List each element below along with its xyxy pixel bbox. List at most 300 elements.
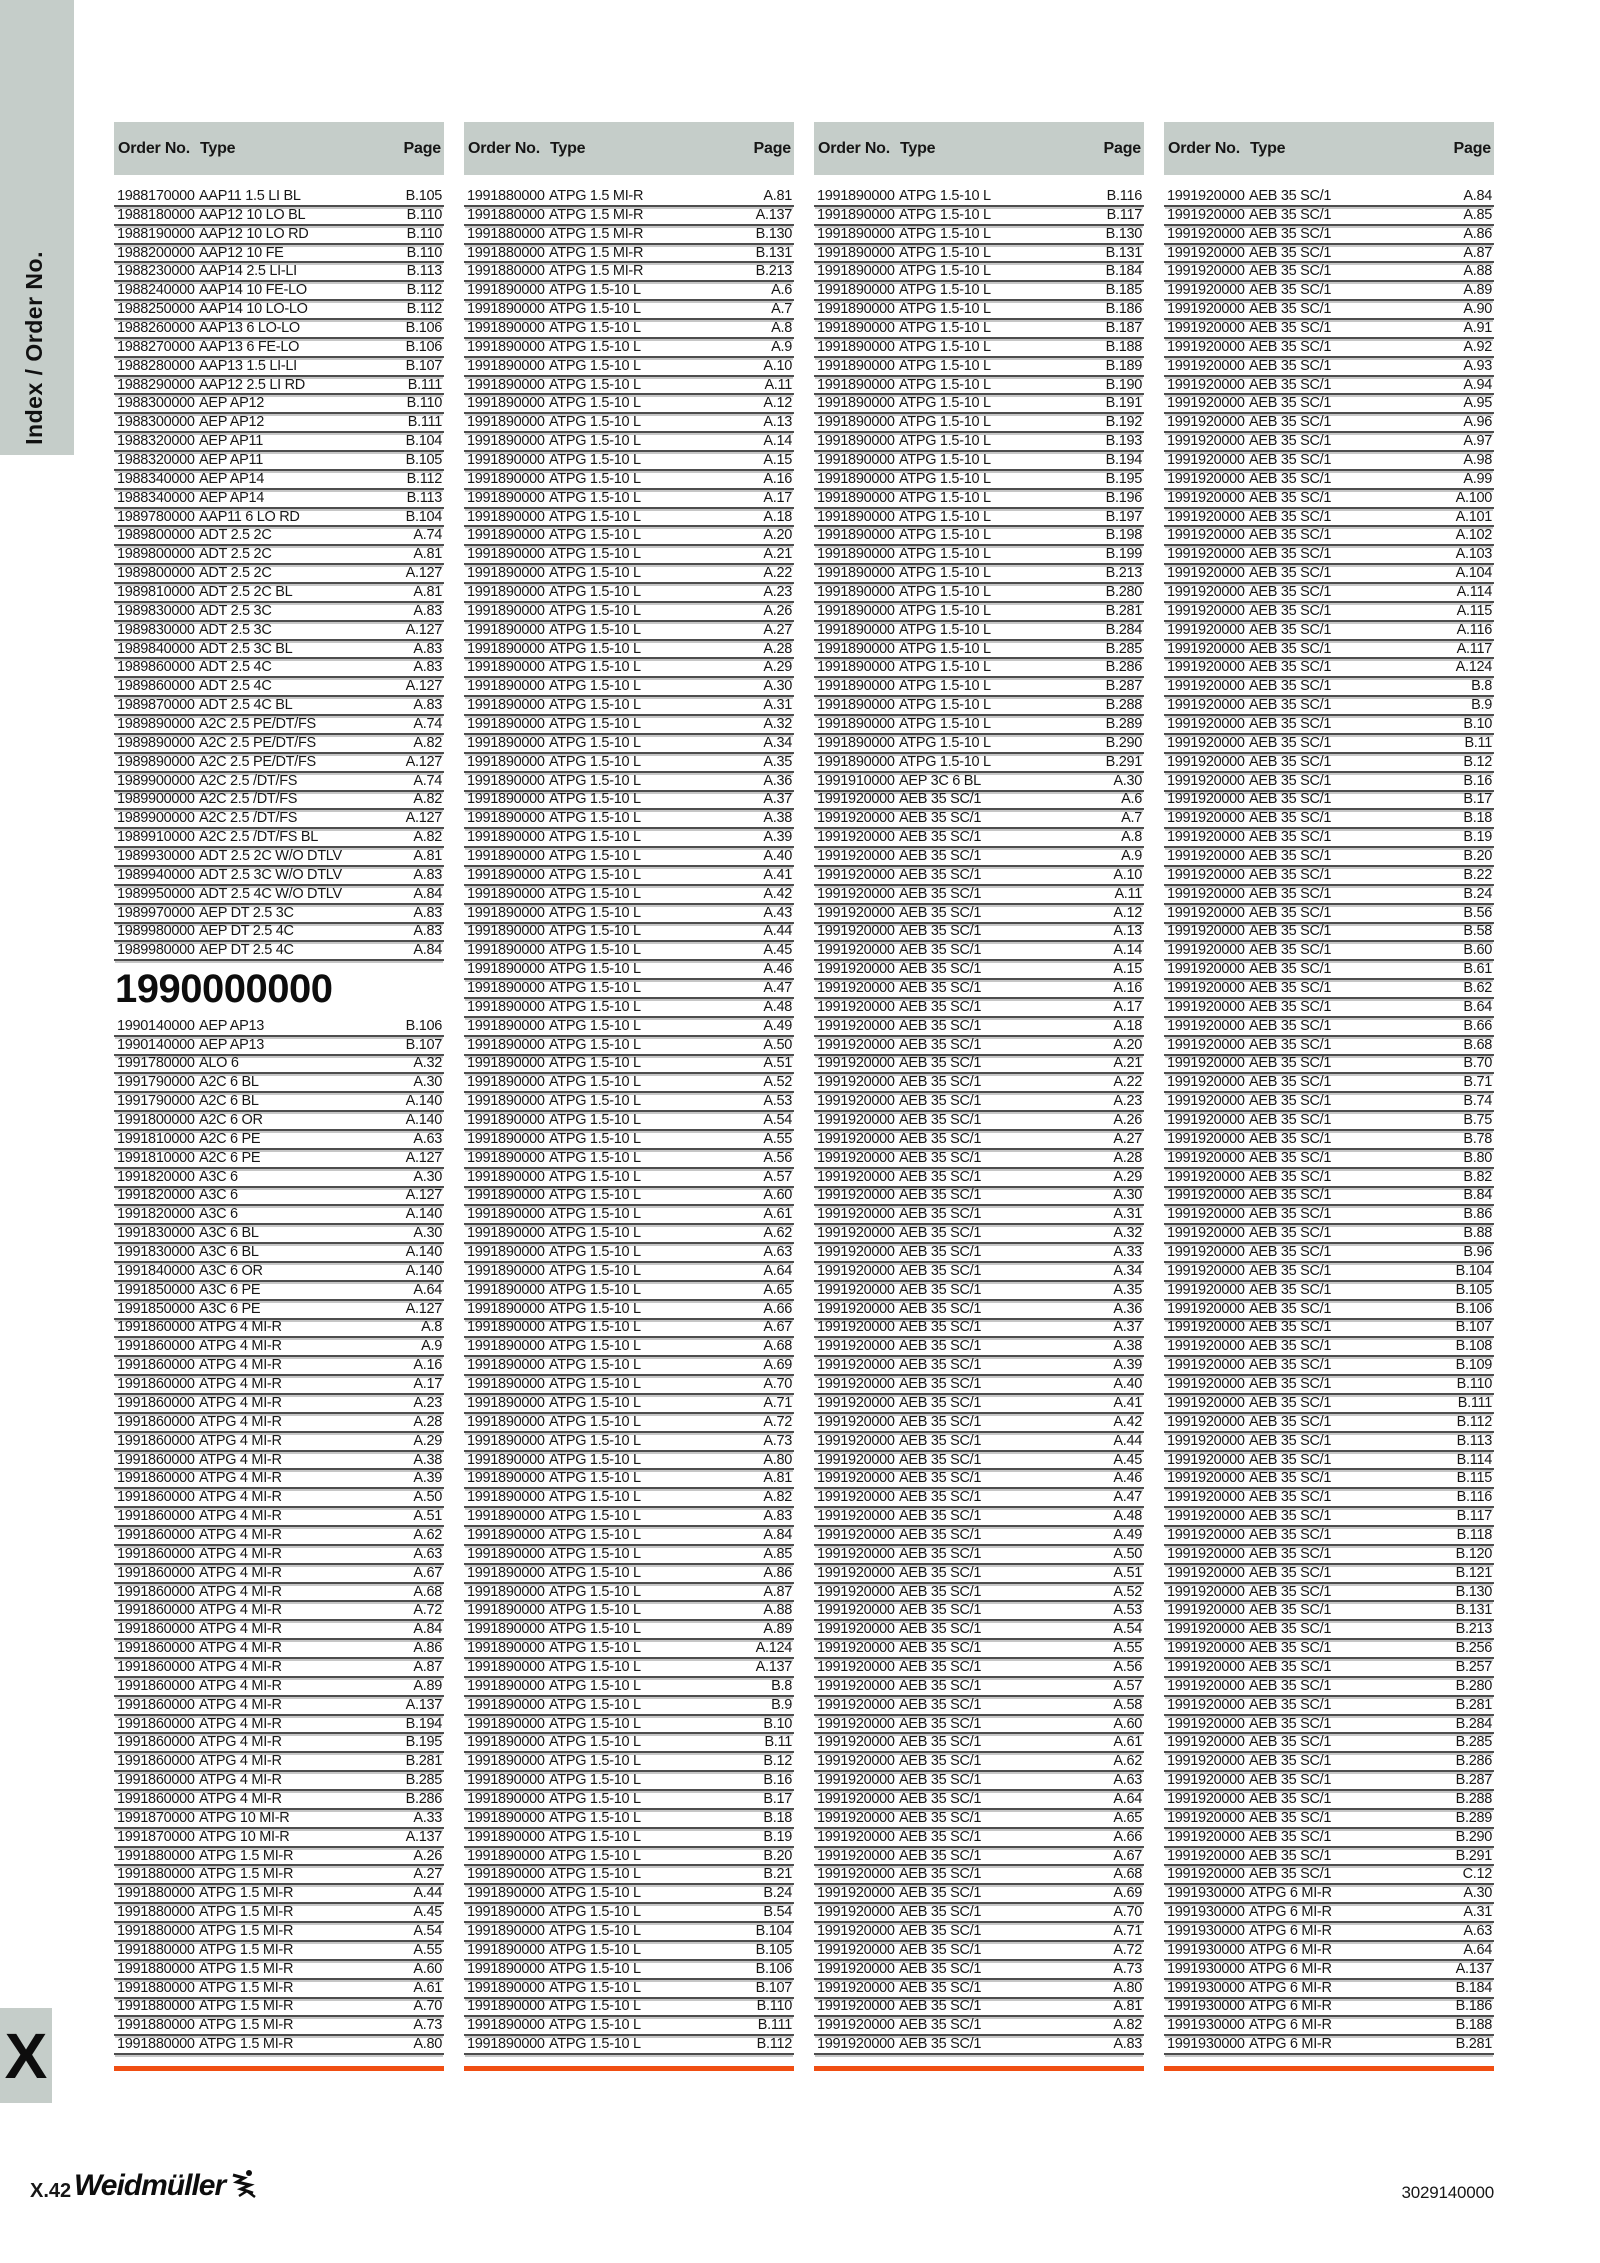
row-order-no: 1991920000 bbox=[1167, 301, 1245, 318]
index-row bbox=[1164, 2036, 1494, 2055]
row-order-no: 1991860000 bbox=[117, 1526, 195, 1543]
row-order-no: 1991890000 bbox=[467, 1093, 545, 1110]
row-order-no: 1991920000 bbox=[817, 998, 895, 1015]
row-type: AEB 35 SC/1 bbox=[1249, 206, 1332, 223]
index-row bbox=[814, 584, 1144, 603]
index-row bbox=[1164, 1206, 1494, 1225]
row-order-no: 1991920000 bbox=[1167, 1338, 1245, 1355]
page-number: X.42 bbox=[30, 2180, 72, 2202]
row-page-ref: B.113 bbox=[1456, 1432, 1492, 1449]
index-row bbox=[1164, 1961, 1494, 1980]
row-order-no: 1991920000 bbox=[1167, 829, 1245, 846]
row-order-no: 1991890000 bbox=[467, 1658, 545, 1675]
index-row bbox=[1164, 924, 1494, 943]
row-order-no: 1991920000 bbox=[817, 942, 895, 959]
row-order-no: 1991920000 bbox=[1167, 1866, 1245, 1883]
index-row bbox=[1164, 1320, 1494, 1339]
index-row bbox=[1164, 622, 1494, 641]
row-order-no: 1989780000 bbox=[117, 508, 195, 525]
row-page-ref: B.188 bbox=[1455, 2017, 1492, 2034]
row-order-no: 1991920000 bbox=[1167, 1394, 1245, 1411]
row-page-ref: B.286 bbox=[1455, 1753, 1492, 1770]
row-order-no: 1991890000 bbox=[817, 602, 895, 619]
index-row bbox=[464, 282, 794, 301]
row-order-no: 1991890000 bbox=[467, 565, 545, 582]
row-page-ref: B.107 bbox=[405, 357, 442, 374]
row-page-ref: A.16 bbox=[763, 470, 792, 487]
index-row bbox=[114, 395, 444, 414]
index-row bbox=[464, 735, 794, 754]
row-type: AEB 35 SC/1 bbox=[899, 1847, 982, 1864]
row-order-no: 1991790000 bbox=[117, 1093, 195, 1110]
index-row bbox=[814, 1942, 1144, 1961]
index-row bbox=[1164, 999, 1494, 1018]
row-page-ref: B.8 bbox=[771, 1677, 792, 1694]
index-row bbox=[114, 1546, 444, 1565]
index-row bbox=[464, 980, 794, 999]
row-type: AEB 35 SC/1 bbox=[1249, 1225, 1332, 1242]
index-row bbox=[814, 490, 1144, 509]
row-order-no: 1991890000 bbox=[467, 1847, 545, 1864]
row-order-no: 1991880000 bbox=[117, 1998, 195, 2015]
index-row bbox=[464, 1602, 794, 1621]
index-row bbox=[1164, 1584, 1494, 1603]
row-page-ref: A.41 bbox=[763, 866, 792, 883]
row-page-ref: A.45 bbox=[763, 942, 792, 959]
row-order-no: 1991920000 bbox=[817, 1583, 895, 1600]
index-row bbox=[814, 377, 1144, 396]
row-page-ref: B.114 bbox=[1456, 1451, 1492, 1468]
row-page-ref: A.103 bbox=[1455, 546, 1492, 563]
row-page-ref: A.20 bbox=[763, 527, 792, 544]
row-page-ref: B.112 bbox=[756, 2036, 792, 2053]
row-order-no: 1991920000 bbox=[1167, 1357, 1245, 1374]
index-row bbox=[1164, 1678, 1494, 1697]
index-row bbox=[814, 1470, 1144, 1489]
row-page-ref: A.55 bbox=[413, 1941, 442, 1958]
row-page-ref: A.98 bbox=[1463, 451, 1492, 468]
row-order-no: 1991890000 bbox=[467, 1225, 545, 1242]
row-page-ref: A.97 bbox=[1463, 433, 1492, 450]
row-order-no: 1991890000 bbox=[467, 961, 545, 978]
row-order-no: 1991890000 bbox=[467, 772, 545, 789]
row-order-no: 1988300000 bbox=[117, 395, 195, 412]
row-order-no: 1989980000 bbox=[117, 942, 195, 959]
row-type: ATPG 1.5-10 L bbox=[549, 2017, 641, 2034]
row-page-ref: A.83 bbox=[413, 923, 442, 940]
index-row bbox=[114, 1734, 444, 1753]
row-page-ref: B.116 bbox=[1106, 187, 1142, 204]
row-order-no: 1991890000 bbox=[817, 395, 895, 412]
row-type: AEB 35 SC/1 bbox=[899, 904, 982, 921]
index-row bbox=[464, 1414, 794, 1433]
row-type: AEB 35 SC/1 bbox=[899, 961, 982, 978]
row-type: A2C 2.5 /DT/FS bbox=[199, 772, 298, 789]
row-page-ref: B.281 bbox=[1455, 1696, 1492, 1713]
row-page-ref: B.60 bbox=[1463, 942, 1492, 959]
row-type: AEB 35 SC/1 bbox=[899, 1640, 982, 1657]
row-type: ATPG 1.5-10 L bbox=[549, 1376, 641, 1393]
index-row bbox=[464, 1508, 794, 1527]
index-row bbox=[114, 1093, 444, 1112]
index-row bbox=[814, 301, 1144, 320]
row-type: ATPG 4 MI-R bbox=[199, 1489, 282, 1506]
row-order-no: 1991920000 bbox=[817, 810, 895, 827]
row-page-ref: B.20 bbox=[763, 1847, 792, 1864]
row-order-no: 1991890000 bbox=[817, 697, 895, 714]
index-row bbox=[814, 961, 1144, 980]
row-page-ref: A.53 bbox=[763, 1093, 792, 1110]
index-row bbox=[114, 1942, 444, 1961]
row-order-no: 1991920000 bbox=[817, 1809, 895, 1826]
row-page-ref: B.285 bbox=[1105, 640, 1142, 657]
row-type: ATPG 1.5-10 L bbox=[549, 1828, 641, 1845]
row-type: ATPG 4 MI-R bbox=[199, 1677, 282, 1694]
row-order-no: 1991890000 bbox=[467, 1017, 545, 1034]
row-page-ref: B.68 bbox=[1463, 1036, 1492, 1053]
index-row bbox=[464, 886, 794, 905]
row-order-no: 1991860000 bbox=[117, 1545, 195, 1562]
row-type: ATPG 1.5-10 L bbox=[549, 791, 641, 808]
row-type: ATPG 1.5-10 L bbox=[549, 1960, 641, 1977]
row-page-ref: B.21 bbox=[763, 1866, 792, 1883]
row-type: ATPG 1.5-10 L bbox=[899, 376, 991, 393]
index-row bbox=[114, 792, 444, 811]
index-row bbox=[114, 942, 444, 961]
row-page-ref: A.64 bbox=[1113, 1790, 1142, 1807]
index-row bbox=[114, 2036, 444, 2055]
row-order-no: 1991860000 bbox=[117, 1338, 195, 1355]
row-type: ATPG 1.5-10 L bbox=[899, 546, 991, 563]
row-type: ATPG 1.5-10 L bbox=[549, 1621, 641, 1638]
row-type: ATPG 1.5-10 L bbox=[549, 1338, 641, 1355]
row-page-ref: A.127 bbox=[405, 565, 442, 582]
row-type: ATPG 1.5-10 L bbox=[549, 1281, 641, 1298]
row-type: ATPG 1.5-10 L bbox=[549, 1734, 641, 1751]
index-row bbox=[1164, 1508, 1494, 1527]
row-type: ATPG 1.5-10 L bbox=[899, 753, 991, 770]
row-page-ref: B.131 bbox=[755, 244, 792, 261]
row-page-ref: A.87 bbox=[1463, 244, 1492, 261]
row-page-ref: A.38 bbox=[413, 1451, 442, 1468]
row-type: AEB 35 SC/1 bbox=[899, 885, 982, 902]
row-order-no: 1991920000 bbox=[1167, 1281, 1245, 1298]
row-page-ref: A.91 bbox=[1463, 319, 1492, 336]
row-page-ref: A.23 bbox=[413, 1394, 442, 1411]
row-order-no: 1991920000 bbox=[817, 1489, 895, 1506]
row-order-no: 1991890000 bbox=[817, 753, 895, 770]
row-type: AEB 35 SC/1 bbox=[1249, 1470, 1332, 1487]
row-type: ATPG 6 MI-R bbox=[1249, 1960, 1332, 1977]
row-order-no: 1991890000 bbox=[467, 395, 545, 412]
row-page-ref: A.68 bbox=[1113, 1866, 1142, 1883]
row-page-ref: B.113 bbox=[406, 263, 442, 280]
index-row bbox=[464, 622, 794, 641]
row-page-ref: A.27 bbox=[413, 1866, 442, 1883]
row-order-no: 1991860000 bbox=[117, 1602, 195, 1619]
row-order-no: 1991920000 bbox=[1167, 866, 1245, 883]
row-type: ATPG 6 MI-R bbox=[1249, 1998, 1332, 2015]
index-row bbox=[114, 697, 444, 716]
row-type: ATPG 1.5-10 L bbox=[549, 1187, 641, 1204]
index-row bbox=[814, 1678, 1144, 1697]
row-type: AEB 35 SC/1 bbox=[1249, 1828, 1332, 1845]
index-row bbox=[1164, 1829, 1494, 1848]
row-page-ref: A.72 bbox=[1113, 1941, 1142, 1958]
row-order-no: 1991920000 bbox=[1167, 565, 1245, 582]
row-type: A2C 2.5 PE/DT/FS bbox=[199, 753, 316, 770]
row-order-no: 1991830000 bbox=[117, 1225, 195, 1242]
index-row bbox=[114, 1489, 444, 1508]
index-row bbox=[114, 1716, 444, 1735]
row-type: ATPG 1.5-10 L bbox=[899, 282, 991, 299]
index-row bbox=[114, 584, 444, 603]
row-type: AEB 35 SC/1 bbox=[1249, 546, 1332, 563]
row-type: AEB 35 SC/1 bbox=[1249, 923, 1332, 940]
row-type: AEB 35 SC/1 bbox=[899, 1734, 982, 1751]
row-page-ref: A.15 bbox=[1113, 961, 1142, 978]
row-type: ATPG 6 MI-R bbox=[1249, 1941, 1332, 1958]
row-type: AEB 35 SC/1 bbox=[899, 1998, 982, 2015]
row-page-ref: A.140 bbox=[405, 1262, 442, 1279]
row-type: ATPG 1.5-10 L bbox=[549, 942, 641, 959]
row-order-no: 1990140000 bbox=[117, 1036, 195, 1053]
row-type: ATPG 4 MI-R bbox=[199, 1715, 282, 1732]
row-type: AEB 35 SC/1 bbox=[1249, 1413, 1332, 1430]
row-order-no: 1991890000 bbox=[817, 187, 895, 204]
row-page-ref: A.73 bbox=[763, 1432, 792, 1449]
index-row bbox=[1164, 1357, 1494, 1376]
row-type: AEB 35 SC/1 bbox=[899, 1564, 982, 1581]
row-order-no: 1991890000 bbox=[467, 1451, 545, 1468]
index-row bbox=[464, 867, 794, 886]
row-order-no: 1991890000 bbox=[467, 1828, 545, 1845]
index-row bbox=[1164, 1866, 1494, 1885]
column-rows bbox=[114, 188, 444, 2055]
row-page-ref: A.63 bbox=[413, 1545, 442, 1562]
row-type: AEB 35 SC/1 bbox=[1249, 904, 1332, 921]
row-type: ATPG 1.5-10 L bbox=[899, 433, 991, 450]
row-type: ATPG 1.5-10 L bbox=[549, 1168, 641, 1185]
index-row bbox=[814, 433, 1144, 452]
row-type: AEB 35 SC/1 bbox=[899, 998, 982, 1015]
row-page-ref: A.137 bbox=[755, 1658, 792, 1675]
row-type: AEB 35 SC/1 bbox=[1249, 1508, 1332, 1525]
row-order-no: 1989890000 bbox=[117, 715, 195, 732]
index-row bbox=[464, 1942, 794, 1961]
row-order-no: 1991920000 bbox=[817, 1602, 895, 1619]
row-page-ref: A.22 bbox=[1113, 1074, 1142, 1091]
row-order-no: 1991890000 bbox=[467, 734, 545, 751]
row-order-no: 1991860000 bbox=[117, 1470, 195, 1487]
index-row bbox=[114, 810, 444, 829]
index-row bbox=[464, 1716, 794, 1735]
row-page-ref: A.69 bbox=[763, 1357, 792, 1374]
index-row bbox=[464, 1734, 794, 1753]
row-page-ref: B.104 bbox=[755, 1922, 792, 1939]
index-row bbox=[1164, 641, 1494, 660]
row-type: ATPG 1.5-10 L bbox=[549, 376, 641, 393]
row-type: AEB 35 SC/1 bbox=[1249, 1640, 1332, 1657]
row-order-no: 1991920000 bbox=[817, 1130, 895, 1147]
row-page-ref: B.280 bbox=[1105, 583, 1142, 600]
index-row bbox=[814, 414, 1144, 433]
row-type: AEB 35 SC/1 bbox=[1249, 1772, 1332, 1789]
row-page-ref: B.281 bbox=[405, 1753, 442, 1770]
row-page-ref: A.23 bbox=[1113, 1093, 1142, 1110]
row-page-ref: A.60 bbox=[763, 1187, 792, 1204]
row-order-no: 1988250000 bbox=[117, 301, 195, 318]
row-type: AAP14 2.5 LI-LI bbox=[199, 263, 297, 280]
index-row bbox=[814, 1376, 1144, 1395]
index-row bbox=[114, 546, 444, 565]
row-page-ref: A.30 bbox=[413, 1225, 442, 1242]
row-type: ADT 2.5 2C bbox=[199, 527, 272, 544]
header-page: Page bbox=[1103, 139, 1141, 157]
index-row bbox=[114, 905, 444, 924]
row-type: ADT 2.5 4C BL bbox=[199, 697, 293, 714]
row-page-ref: B.291 bbox=[1455, 1847, 1492, 1864]
row-page-ref: A.32 bbox=[763, 715, 792, 732]
row-page-ref: A.127 bbox=[405, 621, 442, 638]
index-row bbox=[814, 603, 1144, 622]
row-type: ATPG 1.5-10 L bbox=[549, 829, 641, 846]
row-type: AEB 35 SC/1 bbox=[899, 1451, 982, 1468]
row-order-no: 1991890000 bbox=[467, 1885, 545, 1902]
row-order-no: 1991920000 bbox=[1167, 1187, 1245, 1204]
row-order-no: 1989860000 bbox=[117, 659, 195, 676]
row-order-no: 1991890000 bbox=[467, 998, 545, 1015]
row-page-ref: A.29 bbox=[1113, 1168, 1142, 1185]
header-order: Order No. bbox=[1168, 139, 1240, 157]
row-page-ref: B.199 bbox=[1105, 546, 1142, 563]
row-order-no: 1991920000 bbox=[1167, 697, 1245, 714]
row-page-ref: B.112 bbox=[406, 282, 442, 299]
row-order-no: 1991920000 bbox=[817, 1470, 895, 1487]
index-row bbox=[464, 999, 794, 1018]
row-type: AEB 35 SC/1 bbox=[1249, 1055, 1332, 1072]
row-page-ref: A.71 bbox=[763, 1394, 792, 1411]
row-type: AEP 3C 6 BL bbox=[899, 772, 981, 789]
row-type: ATPG 4 MI-R bbox=[199, 1621, 282, 1638]
row-page-ref: A.42 bbox=[1113, 1413, 1142, 1430]
row-order-no: 1991890000 bbox=[467, 1281, 545, 1298]
row-order-no: 1991890000 bbox=[467, 1866, 545, 1883]
row-order-no: 1991890000 bbox=[467, 678, 545, 695]
index-row bbox=[814, 1188, 1144, 1207]
row-page-ref: A.61 bbox=[413, 1979, 442, 1996]
row-order-no: 1991920000 bbox=[1167, 1036, 1245, 1053]
row-order-no: 1991890000 bbox=[467, 1168, 545, 1185]
row-type: AEB 35 SC/1 bbox=[899, 1489, 982, 1506]
row-order-no: 1991920000 bbox=[1167, 1074, 1245, 1091]
row-page-ref: B.105 bbox=[405, 187, 442, 204]
row-type: ATPG 1.5-10 L bbox=[549, 395, 641, 412]
row-type: ATPG 1.5-10 L bbox=[549, 1413, 641, 1430]
index-row bbox=[464, 1791, 794, 1810]
row-order-no: 1989830000 bbox=[117, 621, 195, 638]
row-page-ref: A.95 bbox=[1463, 395, 1492, 412]
row-type: ATPG 1.5-10 L bbox=[549, 1772, 641, 1789]
row-type: AEB 35 SC/1 bbox=[899, 1225, 982, 1242]
index-row bbox=[464, 1338, 794, 1357]
header-page: Page bbox=[1453, 139, 1491, 157]
row-order-no: 1991890000 bbox=[467, 1112, 545, 1129]
index-row bbox=[814, 1093, 1144, 1112]
row-type: AEB 35 SC/1 bbox=[1249, 602, 1332, 619]
index-row bbox=[1164, 1301, 1494, 1320]
row-page-ref: A.74 bbox=[413, 715, 442, 732]
row-order-no: 1991920000 bbox=[817, 1394, 895, 1411]
row-type: ATPG 1.5 MI-R bbox=[199, 1960, 294, 1977]
index-row bbox=[814, 339, 1144, 358]
row-type: ATPG 1.5-10 L bbox=[549, 772, 641, 789]
row-type: AEB 35 SC/1 bbox=[1249, 433, 1332, 450]
row-type: ATPG 1.5-10 L bbox=[549, 1206, 641, 1223]
row-order-no: 1989870000 bbox=[117, 697, 195, 714]
row-type: AEB 35 SC/1 bbox=[899, 1394, 982, 1411]
row-order-no: 1991890000 bbox=[467, 319, 545, 336]
row-page-ref: A.37 bbox=[763, 791, 792, 808]
row-page-ref: A.46 bbox=[1113, 1470, 1142, 1487]
row-type: AEB 35 SC/1 bbox=[1249, 848, 1332, 864]
row-page-ref: A.61 bbox=[1113, 1734, 1142, 1751]
row-order-no: 1991930000 bbox=[1167, 2017, 1245, 2034]
row-type: AEB 35 SC/1 bbox=[1249, 1017, 1332, 1034]
index-row bbox=[464, 2036, 794, 2055]
row-page-ref: B.284 bbox=[1455, 1715, 1492, 1732]
index-row bbox=[464, 1131, 794, 1150]
row-page-ref: B.115 bbox=[1456, 1470, 1492, 1487]
row-page-ref: B.194 bbox=[405, 1715, 442, 1732]
row-type: ATPG 1.5-10 L bbox=[899, 734, 991, 751]
row-order-no: 1989800000 bbox=[117, 527, 195, 544]
row-order-no: 1991890000 bbox=[817, 451, 895, 468]
index-row bbox=[114, 1980, 444, 1999]
index-row bbox=[114, 1263, 444, 1282]
row-type: AEB 35 SC/1 bbox=[899, 1583, 982, 1600]
index-row bbox=[814, 773, 1144, 792]
row-page-ref: B.198 bbox=[1105, 527, 1142, 544]
row-page-ref: A.32 bbox=[413, 1055, 442, 1072]
row-type: ATPG 1.5-10 L bbox=[549, 301, 641, 318]
row-order-no: 1991920000 bbox=[1167, 1640, 1245, 1657]
row-type: AEP DT 2.5 4C bbox=[199, 923, 294, 940]
row-page-ref: B.287 bbox=[1105, 678, 1142, 695]
index-row bbox=[1164, 527, 1494, 546]
row-type: ATPG 4 MI-R bbox=[199, 1526, 282, 1543]
index-row bbox=[814, 1037, 1144, 1056]
row-order-no: 1991920000 bbox=[1167, 433, 1245, 450]
index-row bbox=[464, 188, 794, 207]
row-order-no: 1991920000 bbox=[817, 1168, 895, 1185]
row-type: ATPG 1.5-10 L bbox=[899, 715, 991, 732]
row-page-ref: B.187 bbox=[1105, 319, 1142, 336]
index-row bbox=[1164, 584, 1494, 603]
index-row bbox=[814, 1734, 1144, 1753]
row-page-ref: B.121 bbox=[1455, 1564, 1492, 1581]
row-page-ref: B.290 bbox=[1455, 1828, 1492, 1845]
index-row bbox=[464, 1772, 794, 1791]
row-order-no: 1991860000 bbox=[117, 1319, 195, 1336]
row-type: AEB 35 SC/1 bbox=[1249, 583, 1332, 600]
row-type: AEB 35 SC/1 bbox=[1249, 357, 1332, 374]
row-order-no: 1991890000 bbox=[467, 1545, 545, 1562]
row-page-ref: A.23 bbox=[763, 583, 792, 600]
row-type: ATPG 1.5-10 L bbox=[899, 244, 991, 261]
row-type: AEB 35 SC/1 bbox=[899, 1508, 982, 1525]
row-type: A3C 6 BL bbox=[199, 1244, 259, 1261]
